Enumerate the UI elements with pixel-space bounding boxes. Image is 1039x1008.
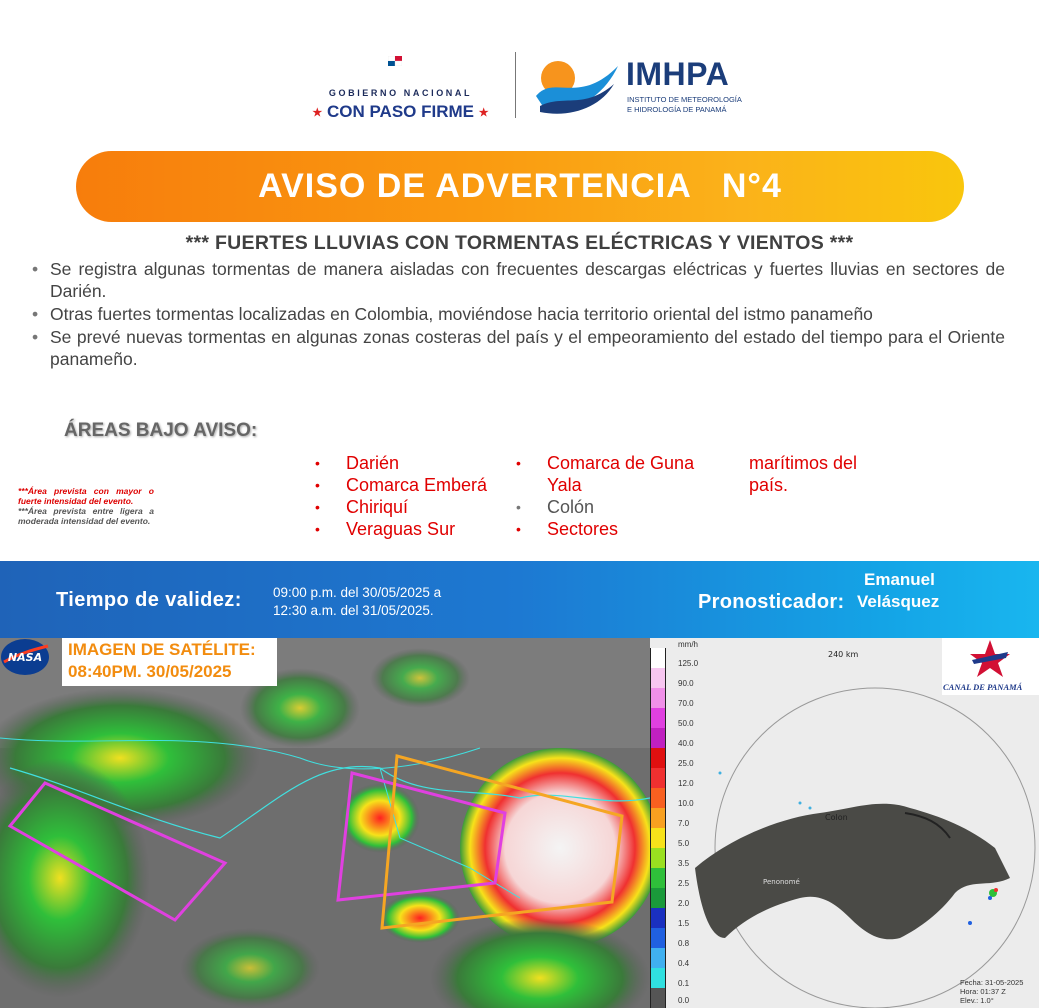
area-item: • Veraguas Sur (315, 518, 515, 540)
radar-scale-label: 40.0 (678, 739, 694, 748)
description-item: • Otras fuertes tormentas localizadas en Colombia, moviéndose hacia territorio oriental del istmo panameño (30, 303, 1005, 325)
radar-scale-label: 0.4 (678, 959, 690, 968)
satellite-map (0, 638, 650, 1008)
intensity-note-light: ***Área prevista entre ligera a moderada intensidad del evento. (18, 506, 154, 526)
area-item: • Colón (516, 496, 726, 518)
radar-elevation: Elev.: 1.0° (960, 996, 994, 1005)
radar-scale-label: 90.0 (678, 679, 694, 688)
star-icon: ★ (312, 107, 323, 120)
forecaster-last-name: Velásquez (857, 592, 940, 611)
radar-scale-label: 2.0 (678, 899, 690, 908)
satellite-image (0, 638, 650, 1008)
satellite-label-title: IMAGEN DE SATÉLITE: (68, 640, 256, 659)
radar-scale-label: 12.0 (678, 779, 694, 788)
area-item: • Chiriquí (315, 496, 515, 518)
radar-scale-label: 1.5 (678, 919, 690, 928)
description-item: • Se registra algunas tormentas de manera aisladas con frecuentes descargas eléctricas y fuertes lluvias en sectores de Darién. (30, 258, 1005, 302)
radar-scale-label: 10.0 (678, 799, 694, 808)
areas-column-3 (749, 452, 899, 496)
areas-heading: ÁREAS BAJO AVISO: (64, 420, 258, 441)
star-icon: ★ (478, 107, 489, 120)
panama-flag-icon (388, 56, 402, 66)
area-item: marítimos del (749, 453, 858, 473)
radar-time: Hora: 01:37 Z (960, 987, 1006, 996)
validity-label: Tiempo de validez: (56, 589, 242, 611)
area-item: • Comarca de Guna (516, 452, 726, 474)
validity-bar (0, 561, 1039, 638)
description-list (30, 258, 1005, 371)
radar-scale-label: 125.0 (678, 659, 699, 668)
warning-subtitle: *** FUERTES LLUVIAS CON TORMENTAS ELÉCTRICAS Y VIENTOS *** (185, 232, 854, 254)
satellite-label-time: 08:40PM. 30/05/2025 (68, 662, 232, 681)
header-logos (0, 48, 1039, 128)
radar-scale-label: 0.8 (678, 939, 690, 948)
area-item: • Sectores (516, 518, 726, 540)
org-subtitle-line2: E HIDROLOGÍA DE PANAMÁ (627, 105, 727, 114)
imhpa-logo-icon (534, 56, 620, 116)
radar-city-penonome: Penonomé (763, 878, 800, 886)
nasa-logo-icon (0, 638, 50, 676)
radar-timestamp (960, 978, 1023, 1005)
radar-scale-label: 3.5 (678, 859, 690, 868)
intensity-note (18, 486, 154, 526)
satellite-label (62, 638, 277, 686)
org-name: IMHPA (626, 56, 730, 92)
radar-scale-label: 50.0 (678, 719, 694, 728)
description-item: • Se prevé nuevas tormentas en algunas zonas costeras del país y el empeoramiento del estado del tiempo para el Oriente panameño. (30, 326, 1005, 370)
canal-logo-text: CANAL DE PANAMÁ (943, 682, 1023, 692)
government-logo (298, 56, 503, 121)
forecaster-label: Pronosticador: (698, 591, 845, 613)
title-banner (76, 151, 964, 222)
radar-date: Fecha: 31-05-2025 (960, 978, 1024, 987)
org-subtitle-line1: INSTITUTO DE METEOROLOGÍA (627, 95, 742, 104)
canal-star-icon (942, 638, 1039, 682)
warning-title: AVISO DE ADVERTENCIA N°4 (258, 167, 782, 205)
nasa-logo-text: NASA (7, 651, 43, 664)
government-line1: GOBIERNO NACIONAL (328, 88, 473, 98)
radar-scale-label: 0.1 (678, 979, 690, 988)
radar-scale-label: 5.0 (678, 839, 690, 848)
intensity-note-strong: ***Área prevista con mayor o fuerte intensidad del evento. (18, 486, 154, 506)
radar-scale-label: 25.0 (678, 759, 694, 768)
areas-column-1 (315, 452, 515, 540)
area-item: país. (749, 475, 789, 495)
validity-end: 12:30 a.m. del 31/05/2025. (273, 603, 434, 618)
radar-range: 240 km (828, 650, 859, 659)
radar-unit: mm/h (678, 640, 698, 649)
radar-scale-label: 2.5 (678, 879, 690, 888)
government-slogan: CON PASO FIRME (326, 102, 475, 121)
radar-city-colon: Colon (825, 813, 848, 822)
area-item: • Darién (315, 452, 515, 474)
area-item: • Comarca Emberá (315, 474, 515, 496)
forecaster-first-name: Emanuel (864, 570, 935, 589)
validity-start: 09:00 p.m. del 30/05/2025 a (273, 585, 442, 600)
radar-scale-label: 0.0 (678, 996, 690, 1005)
area-item: Yala (547, 475, 582, 495)
areas-column-2 (516, 452, 726, 540)
logo-divider (515, 52, 516, 118)
government-line2 (298, 102, 503, 122)
radar-scale-label: 70.0 (678, 699, 694, 708)
radar-scale-label: 7.0 (678, 819, 690, 828)
